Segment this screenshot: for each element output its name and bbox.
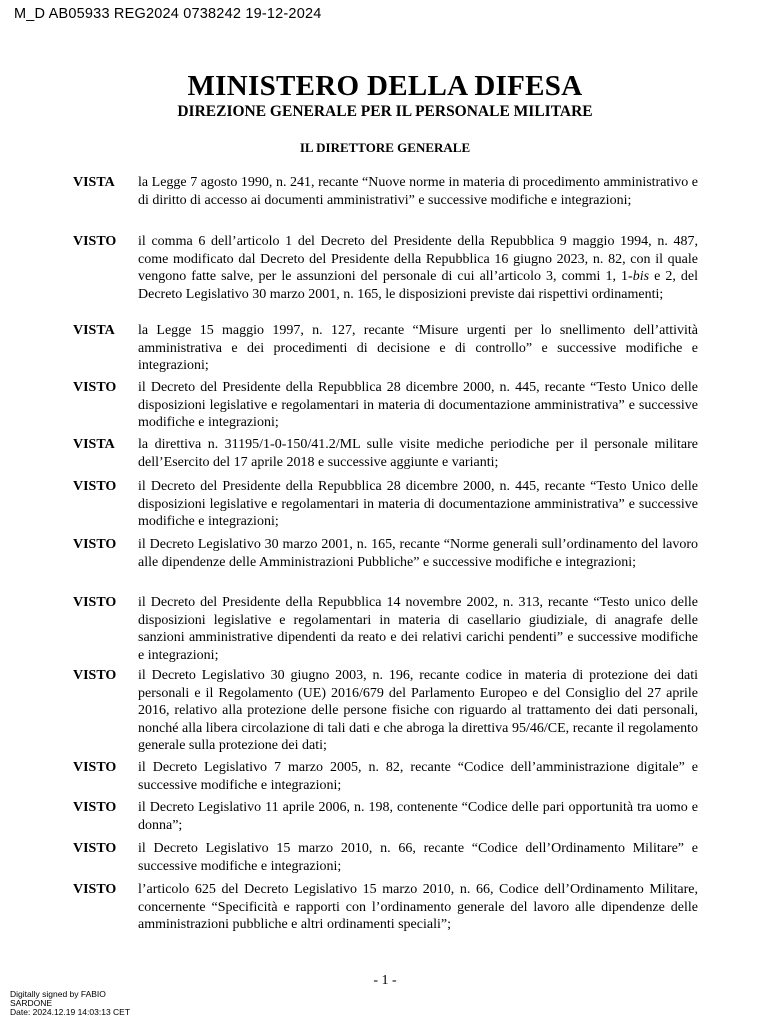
clause-11 [73,799,698,834]
clause-12 [73,840,698,875]
clause-keyword: VISTO [73,882,117,897]
clause-keyword: VISTO [73,479,117,494]
clause-4 [73,379,698,432]
clause-keyword: VISTO [73,800,117,815]
clause-keyword: VISTO [73,537,117,552]
directorate-title: DIREZIONE GENERALE PER IL PERSONALE MILITARE [177,103,593,120]
clause-text: il Decreto Legislativo 11 aprile 2006, n. 198, contenente “Codice delle pari opportunità tra uomo e donna”; [138,800,698,833]
clause-text: il Decreto del Presidente della Repubblica 14 novembre 2002, n. 313, recante “Testo unico delle disposizioni legislative e regolamentari in materia di casellario giudiziale, di anagrafe delle sanzioni amministrative dipendenti da reato e dei relativi carichi pendenti” e successive modifiche e integrazioni; [138,595,698,663]
signature-line: Digitally signed by FABIO [10,989,106,999]
clause-text: l’articolo 625 del Decreto Legislativo 15 marzo 2010, n. 66, Codice dell’Ordinamento Militare, concernente “Specificità e rapporti con l’ordinamento generale del lavoro alle dipendenze delle amministrazioni pubbliche e altri ordinamenti speciali”; [138,882,698,932]
clause-keyword: VISTO [73,380,117,395]
clause-text-italic: bis [632,269,650,284]
clause-text [138,233,698,303]
signatory-title: IL DIRETTORE GENERALE [299,140,471,155]
clause-text-part: e 2, del Decreto Legislativo 30 marzo 2001, n. 165, le disposizioni previste dai rispettivi ordinamenti; [138,269,698,302]
clause-10 [73,759,698,794]
digital-signature [10,990,130,1018]
clause-keyword: VISTO [73,760,117,775]
clause-9 [73,667,698,755]
clause-text: il Decreto Legislativo 30 marzo 2001, n. 165, recante “Norme generali sull’ordinamento del lavoro alle dipendenze delle Amministrazioni Pubbliche” e successive modifiche e integrazioni; [138,537,698,570]
signature-date: Date: 2024.12.19 14:03:13 CET [10,1007,131,1018]
clause-1 [73,174,698,209]
protocol-number: M_D AB05933 REG2024 0738242 19-12-2024 [14,6,322,22]
clause-8 [73,594,698,664]
clause-text: la Legge 15 maggio 1997, n. 127, recante “Misure urgenti per lo snellimento dell’attività amministrativa e dei procedimenti di decisione e di controllo” e successive modifiche e integrazioni; [138,323,698,373]
clause-keyword: VISTA [73,175,115,190]
clause-5 [73,436,698,471]
ministry-title: MINISTERO DELLA DIFESA [187,70,583,102]
clause-keyword: VISTA [73,437,115,452]
clause-text-part: il comma 6 dell’articolo 1 del Decreto del Presidente della Repubblica 9 maggio 1994, n. 487, come modificato dal Decreto del Presidente della Repubblica 16 giugno 2023, n. 82, con il quale vengono fatte salve, per le assunzioni del personale di cui all’articolo 3, commi 1, 1- [138,234,698,284]
clause-13 [73,881,698,934]
clause-text: la Legge 7 agosto 1990, n. 241, recante “Nuove norme in materia di procedimento amministrativo e di diritto di accesso ai documenti amministrativi” e successive modifiche e integrazioni; [138,175,698,208]
clause-6 [73,478,698,531]
clause-keyword: VISTO [73,668,117,683]
clause-7 [73,536,698,571]
clause-keyword: VISTA [73,323,115,338]
signature-line: SARDONE [10,998,53,1009]
clause-3 [73,322,698,375]
clause-2 [73,233,698,303]
clause-text: il Decreto del Presidente della Repubblica 28 dicembre 2000, n. 445, recante “Testo Unico delle disposizioni legislative e regolamentari in materia di documentazione amministrativa” e successive modifiche e integrazioni; [138,479,698,529]
clause-text: la direttiva n. 31195/1-0-150/41.2/ML sulle visite mediche periodiche per il personale militare dell’Esercito del 17 aprile 2018 e successive aggiunte e varianti; [138,437,698,470]
clause-text: il Decreto Legislativo 7 marzo 2005, n. 82, recante “Codice dell’amministrazione digitale” e successive modifiche e integrazioni; [138,760,698,793]
clause-text: il Decreto Legislativo 30 giugno 2003, n. 196, recante codice in materia di protezione dei dati personali e il Regolamento (UE) 2016/679 del Parlamento Europeo e del Consiglio del 27 aprile 2016, relativo alla protezione delle persone fisiche con riguardo al trattamento dei dati personali, nonché alla libera circolazione di tali dati e che abroga la direttiva 95/46/CE, recante il regolamento generale sulla protezione dei dati; [138,668,698,753]
clause-keyword: VISTO [73,841,117,856]
clause-keyword: VISTO [73,234,117,249]
page-number: - 1 - [373,973,397,988]
clause-text: il Decreto Legislativo 15 marzo 2010, n. 66, recante “Codice dell’Ordinamento Militare” e successive modifiche e integrazioni; [138,841,698,874]
clause-text: il Decreto del Presidente della Repubblica 28 dicembre 2000, n. 445, recante “Testo Unico delle disposizioni legislative e regolamentari in materia di documentazione amministrativa” e successive modifiche e integrazioni; [138,380,698,430]
clause-keyword: VISTO [73,595,117,610]
